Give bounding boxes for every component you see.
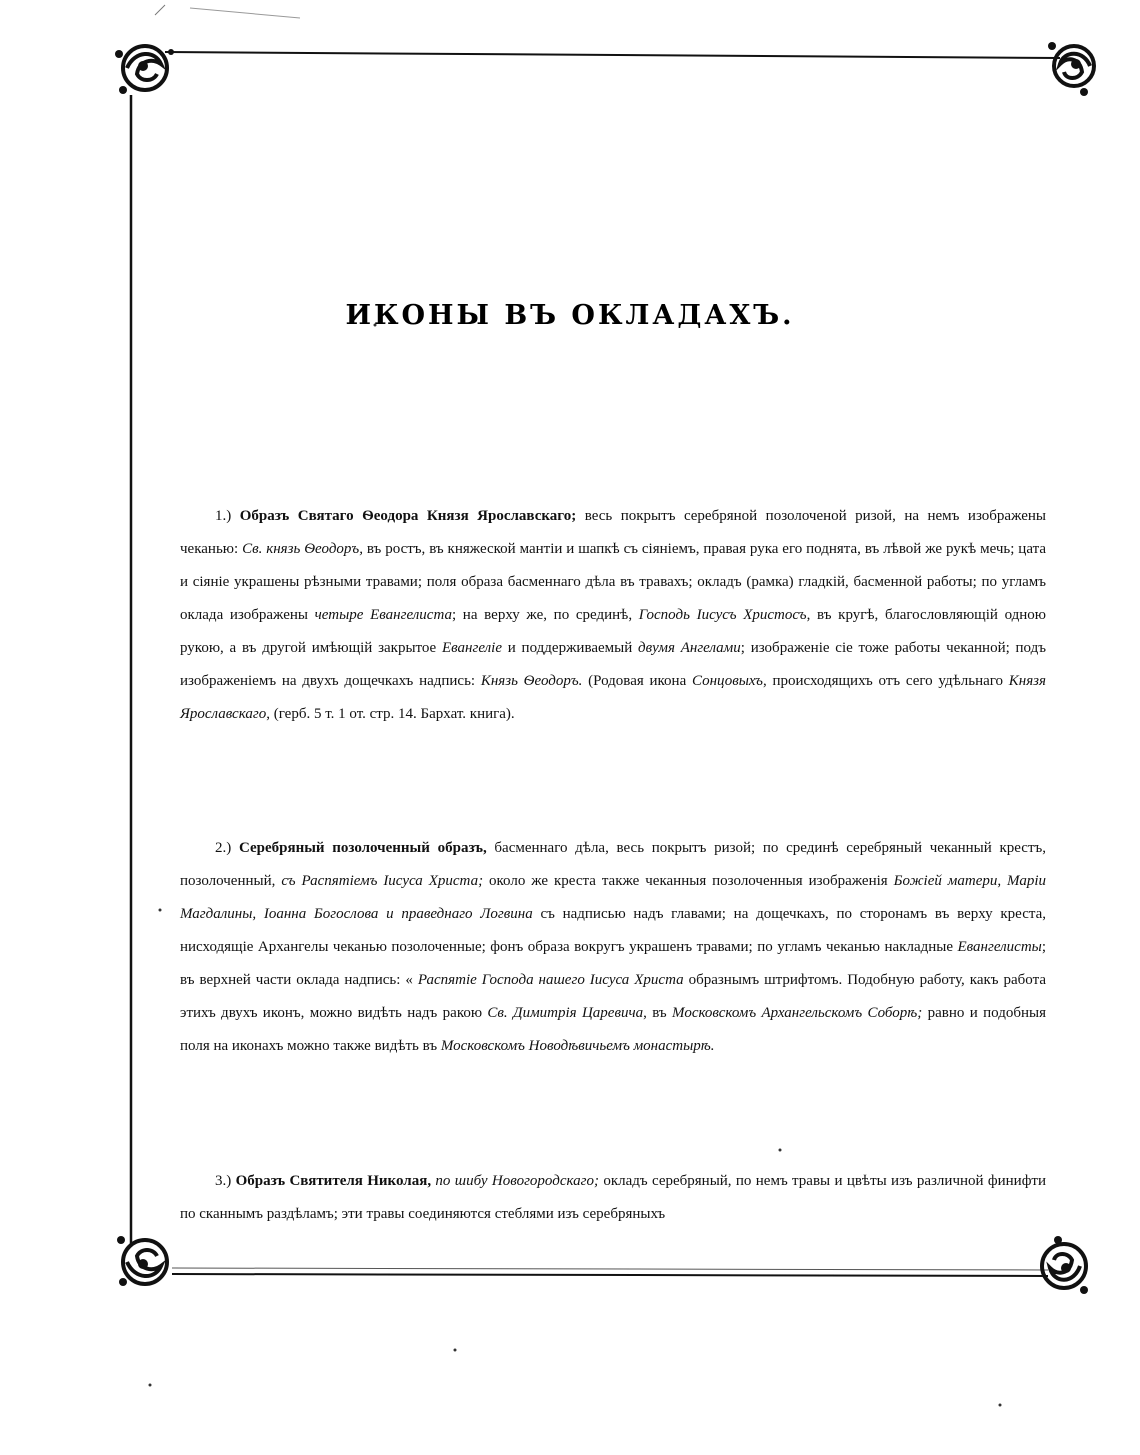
- item-2-paragraph: 2.) Серебряный позолоченный образъ, басменнаго дѣла, весь покрытъ ризой; по срединѣ серебряный чеканный крестъ, позолоченный, съ Распятіемъ Іисуса Христа; около же креста также чеканныя позолоченныя изображенія Божіей матери, Маріи Магдалины, Іоанна Богослова и праведнаго Логвина съ надписью надъ главами; на дощечкахъ, по сторонамъ въ верху креста, нисходящіе Архангелы чеканью позолоченные; фонъ образа вокругъ украшенъ травами; по угламъ чеканью накладные Евангелисты; въ верхней части оклада надпись: « Распятіе Господа нашего Іисуса Христа образнымъ штрифтомъ. Подобную работу, какъ работа этихъ двухъ иконъ, можно видѣть надъ ракою Св. Димитрія Царевича, въ Московскомъ Архангельскомъ Соборѣ; равно и подобныя поля на иконахъ можно также видѣть въ Московскомъ Новодѣвичьемъ монастырѣ.: [180, 840, 1047, 1054]
- top-right-ornament-icon: [1048, 42, 1094, 96]
- item-3-paragraph: 3.) Образъ Святителя Николая, по шибу Новогородскаго; окладъ серебряный, по немъ травы и цвѣты изъ различной финифти по сканнымъ раздѣламъ; эти травы соединяются стеблями изъ серебряныхъ: [180, 1173, 1046, 1222]
- item-heading: Образъ Святителя Николая,: [235, 1173, 432, 1189]
- page-title: ИКОНЫ ВЪ ОКЛАДАХЪ.: [345, 300, 795, 331]
- item-number: 1.): [215, 508, 232, 524]
- bottom-right-ornament-icon: [1042, 1236, 1088, 1294]
- top-left-ornament-icon: [115, 46, 174, 94]
- item-heading: Серебряный позолоченный образъ,: [238, 840, 487, 856]
- item-1-paragraph: 1.) Образъ Святаго Ѳеодора Князя Ярославскаго; весь покрытъ серебряной позолоченой ризой, на немъ изображены чеканью: Св. князь Ѳеодоръ, въ ростъ, въ княжеской мантіи и шапкѣ съ сіяніемъ, правая рука его поднята, въ лѣвой же рукѣ мечь; цата и сіяніе украшены рѣзными травами; поля образа басменнаго дѣла въ травахъ; окладъ (рамка) гладкій, басменной работы; по угламъ оклада изображены четыре Евангелиста; на верху же, по срединѣ, Господь Іисусъ Христосъ, въ кругѣ, благословляющій одною рукою, а въ другой имѣющій закрытое Евангеліе и поддерживаемый двумя Ангелами; изображеніе сіе тоже работы чеканной; подъ изображеніемъ на двухъ дощечкахъ надпись: Князь Ѳеодоръ. (Родовая икона Сонцовыхъ, происходящихъ отъ сего удѣльнаго Князя Ярославскаго, (герб. 5 т. 1 от. стр. 14. Бархат. книга).: [180, 508, 1047, 722]
- item-number: 2.): [215, 840, 232, 856]
- item-heading: Образъ Святаго Ѳеодора Князя Ярославскаго;: [239, 508, 577, 524]
- item-number: 3.): [215, 1173, 232, 1189]
- bottom-left-ornament-icon: [117, 1236, 167, 1286]
- top-border-line: [165, 52, 1060, 58]
- bottom-border-line: [172, 1274, 1048, 1276]
